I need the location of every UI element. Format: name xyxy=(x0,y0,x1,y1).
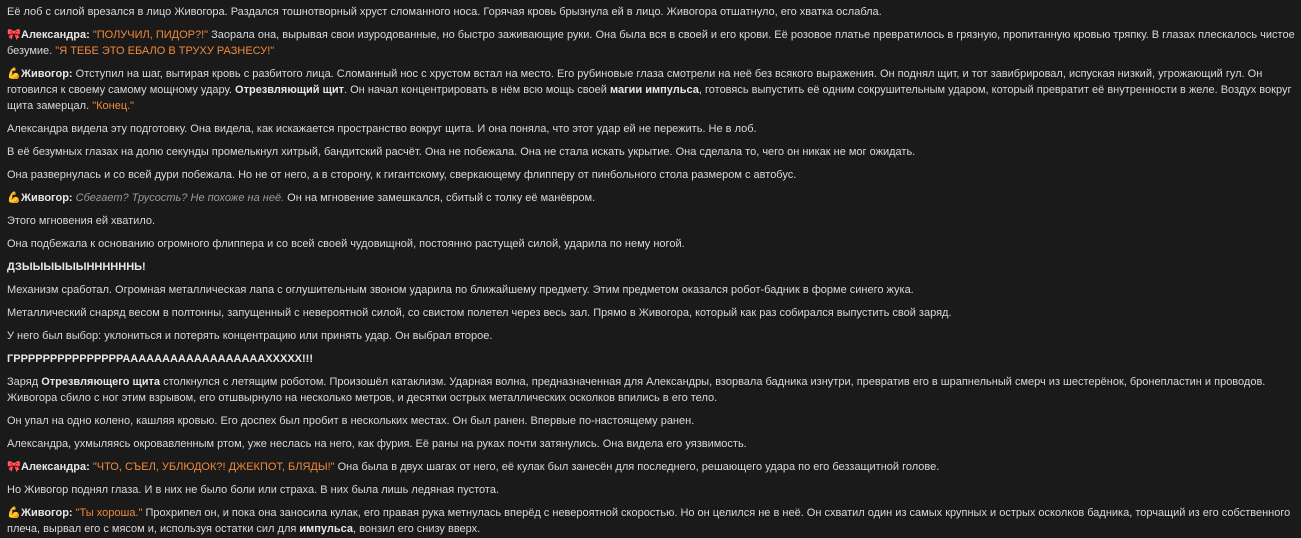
bold-term: импульса xyxy=(299,523,354,535)
narration-paragraph xyxy=(7,374,1295,406)
narration-text: . Он начал концентрировать в нём всю мощь своей xyxy=(344,84,610,96)
narration-paragraph xyxy=(7,167,1295,183)
narration-paragraph xyxy=(7,482,1295,498)
dialogue-quote: "ПОЛУЧИЛ, ПИДОР?!" xyxy=(92,29,209,41)
narration-paragraph xyxy=(7,4,1295,20)
narration-text: У него был выбор: уклониться и потерять концентрацию или принять удар. Он выбрал второе. xyxy=(7,330,493,342)
narration-text: Заорала она, вырывая свои изуродованные, но быстро заживающие руки. Она была вся в своей и его крови. Её розовое платье превратилось в грязную, пропитанную кровью тряпку. В глазах плескалось чистое безумие. xyxy=(7,29,1295,57)
narration-text: Прохрипел он, и пока она заносила кулак, его правая рука метнулась вперёд с невероятной скоростью. Но он целился не в неё. Он схватил один из самых крупных и острых осколков бадника, торчащий из его собственного плеча, вырвал его с мясом и, используя остатки сил для xyxy=(7,507,1291,535)
dialogue-zhivogor xyxy=(7,66,1295,114)
dialogue-quote: "Ты хороша." xyxy=(75,507,143,519)
narration-text: Этого мгновения ей хватило. xyxy=(7,215,156,227)
narration-text: Отступил на шаг, вытирая кровь с разбитого лица. Сломанный нос с хрустом встал на место. Его рубиновые глаза смотрели на неё без всякого выражения. Он поднял щит, и тот завибрировал, испуская низкий, угрожающий гул. Он готовился к своему самому мощному удару. xyxy=(7,68,1263,96)
speaker-name: Александра: xyxy=(21,29,90,41)
narration-paragraph xyxy=(7,413,1295,429)
bow-icon: 🎀 xyxy=(7,29,21,41)
sound-effect-text: ДЗЫЫЫЫЫЫННННННЬ! xyxy=(7,261,146,273)
dialogue-alexandra xyxy=(7,459,1295,475)
narration-text: Она подбежала к основанию огромного флиппера и со всей своей чудовищной, постоянно растущей силой, ударила по нему ногой. xyxy=(7,238,685,250)
bold-term: Отрезвляющий щит xyxy=(235,84,345,96)
narration-paragraph xyxy=(7,144,1295,160)
narration-text: Её лоб с силой врезался в лицо Живогора. Раздался тошнотворный хруст сломанного носа. Горячая кровь брызнула ей в лицо. Живогора отшатнуло, его хватка ослабла. xyxy=(7,6,882,18)
narration-text: Александра, ухмыляясь окровавленным ртом, уже неслась на него, как фурия. Её раны на руках почти затянулись. Она видела его уязвимость. xyxy=(7,438,747,450)
narration-text: Заряд xyxy=(7,376,42,388)
dialogue-quote: "Конец." xyxy=(92,100,135,112)
narration-text: Она развернулась и со всей дури побежала. Но не от него, а в сторону, к гигантскому, сверкающему флипперу от пинбольного стола размером с автобус. xyxy=(7,169,797,181)
dialogue-zhivogor xyxy=(7,505,1295,537)
inner-thought: Сбегает? Трусость? Не похоже на неё. xyxy=(75,192,285,204)
speaker-name: Живогор: xyxy=(21,507,73,519)
narration-text: Александра видела эту подготовку. Она видела, как искажается пространство вокруг щита. И она поняла, что этот удар ей не пережить. Не в лоб. xyxy=(7,123,757,135)
narration-paragraph xyxy=(7,121,1295,137)
speaker-name: Живогор: xyxy=(21,68,73,80)
flexed-arm-icon: 💪 xyxy=(7,68,21,80)
narration-text: Она была в двух шагах от него, её кулак был занесён для последнего, решающего удара по его беззащитной голове. xyxy=(334,461,940,473)
bow-icon: 🎀 xyxy=(7,461,21,473)
narration-text: столкнулся с летящим роботом. Произошёл катаклизм. Ударная волна, предназначенная для Александры, взорвала бадника изнутри, превратив его в шрапнельный смерч из шестерёнок, бронепластин и проводов. Живогора сбило с ног этим взрывом, его отшвырнуло на несколько метров, и десятки острых металлических осколков впились в его тело. xyxy=(7,376,1266,404)
narration-paragraph xyxy=(7,305,1295,321)
dialogue-quote: "ЧТО, СЪЕЛ, УБЛЮДОК?! ДЖЕКПОТ, БЛЯДЫ!" xyxy=(92,461,335,473)
narration-paragraph xyxy=(7,436,1295,452)
flexed-arm-icon: 💪 xyxy=(7,192,21,204)
narration-text: Он на мгновение замешкался, сбитый с толку её манёвром. xyxy=(284,192,596,204)
speaker-name: Живогор: xyxy=(21,192,73,204)
dialogue-alexandra xyxy=(7,27,1295,59)
narration-text: Механизм сработал. Огромная металлическая лапа с оглушительным звоном ударила по ближайшему предмету. Этим предметом оказался робот-бадник в форме синего жука. xyxy=(7,284,914,296)
narration-text: Металлический снаряд весом в полтонны, запущенный с невероятной силой, со свистом полетел через весь зал. Прямо в Живогора, который как раз собирался выпустить свой заряд. xyxy=(7,307,952,319)
dialogue-quote: "Я ТЕБЕ ЭТО ЕБАЛО В ТРУХУ РАЗНЕСУ!" xyxy=(55,45,275,57)
narration-text: , вонзил его снизу вверх. xyxy=(353,523,481,535)
speaker-name: Александра: xyxy=(21,461,90,473)
sound-effect xyxy=(7,259,1295,275)
narration-paragraph xyxy=(7,213,1295,229)
bold-term: Отрезвляющего щита xyxy=(41,376,161,388)
dialogue-zhivogor xyxy=(7,190,1295,206)
narration-text: В её безумных глазах на долю секунды промелькнул хитрый, бандитский расчёт. Она не побежала. Она не стала искать укрытие. Она сделала то, чего он никак не мог ожидать. xyxy=(7,146,916,158)
sound-effect-text: ГРРРРРРРРРРРРРРРААААААААААААААААААХХХХХ!!! xyxy=(7,353,313,365)
narration-paragraph xyxy=(7,236,1295,252)
narration-paragraph xyxy=(7,282,1295,298)
narration-paragraph xyxy=(7,328,1295,344)
narration-text: , готовясь выпустить её одним сокрушительным ударом, который превратит её внутренности в желе. Воздух вокруг щита замерцал. xyxy=(7,84,1292,112)
narration-text: Он упал на одно колено, кашляя кровью. Его доспех был пробит в нескольких местах. Он был ранен. Впервые по-настоящему ранен. xyxy=(7,415,695,427)
bold-term: магии импульса xyxy=(609,84,699,96)
narration-text: Но Живогор поднял глаза. И в них не было боли или страха. В них была лишь ледяная пустота. xyxy=(7,484,500,496)
flexed-arm-icon: 💪 xyxy=(7,507,21,519)
sound-effect xyxy=(7,351,1295,367)
